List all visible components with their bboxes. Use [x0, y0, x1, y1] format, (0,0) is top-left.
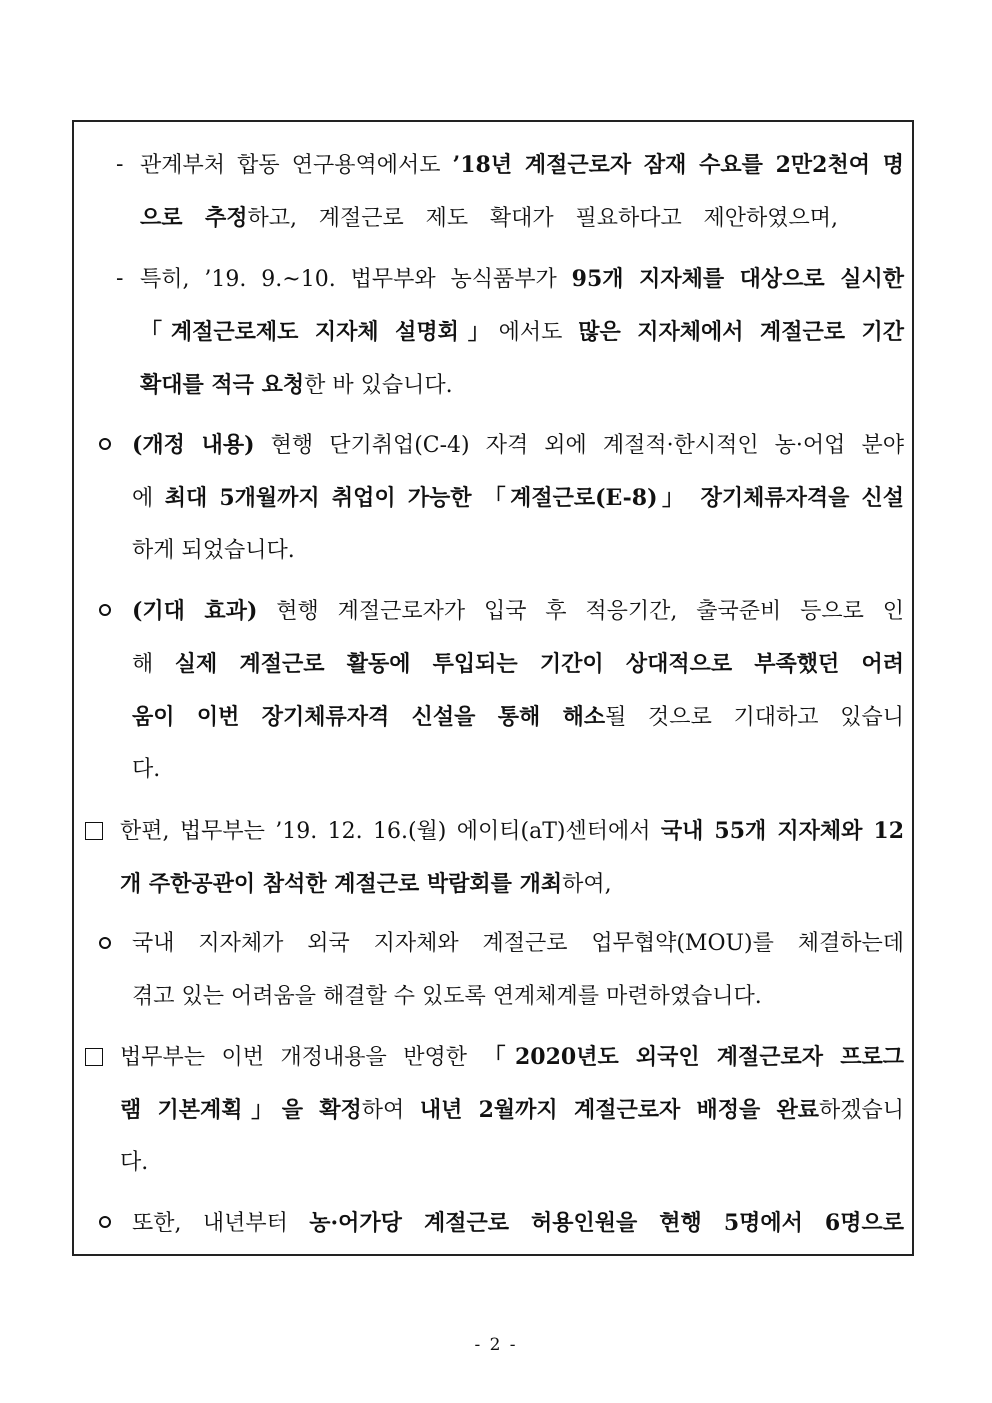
sub1-line1: 관계부처 합동 연구용역에서도 ’18년 계절근로자 잠재 수요를 2만2천여 명: [140, 152, 904, 178]
point3-line1: 국내 지자체가 외국 지자체와 계절근로 업무협약(MOU)를 체결하는데: [132, 931, 904, 956]
sub1-line2: 으로 추정하고, 계절근로 제도 확대가 필요하다고 제안하였으며,: [140, 205, 839, 231]
point1-line1: (개정 내용) 현행 단기취업(C-4) 자격 외에 계절적·한시적인 농·어업 분야: [132, 432, 904, 458]
section2-line2: 램 기본계획」을 확정하여 내년 2월까지 계절근로자 배정을 완료하겠습니: [120, 1097, 905, 1123]
point3-line2: 겪고 있는 어려움을 해결할 수 있도록 연계체계를 마련하였습니다.: [132, 984, 762, 1009]
circle-bullet-icon: [99, 604, 111, 616]
circle-bullet-icon: [99, 937, 111, 949]
dash-marker: -: [116, 266, 124, 291]
point2-line2: 해 실제 계절근로 활동에 투입되는 기간이 상대적으로 부족했던 어려: [132, 651, 905, 677]
section1-line2: 개 주한공관이 참석한 계절근로 박람회를 개최하여,: [120, 871, 612, 897]
dash-marker: -: [116, 152, 124, 177]
section2-line3: 다.: [120, 1150, 149, 1175]
sub2-line1: 특히, ’19. 9.~10. 법무부와 농식품부가 95개 지자체를 대상으로 실시한: [140, 266, 904, 292]
sub2-line2: 「계절근로제도 지자체 설명회」에서도 많은 지자체에서 계절근로 기간: [140, 319, 905, 345]
point2-line3: 움이 이번 장기체류자격 신설을 통해 해소될 것으로 기대하고 있습니: [132, 704, 904, 730]
point1-line3: 하게 되었습니다.: [132, 538, 295, 563]
point4-line1: 또한, 내년부터 농·어가당 계절근로 허용인원을 현행 5명에서 6명으로: [132, 1210, 904, 1236]
sub2-line3: 확대를 적극 요청한 바 있습니다.: [140, 372, 453, 398]
page-number: - 2 -: [474, 1335, 518, 1355]
circle-bullet-icon: [99, 438, 111, 450]
square-bullet-icon: [85, 822, 103, 840]
circle-bullet-icon: [99, 1216, 111, 1228]
point2-line1: (기대 효과) 현행 계절근로자가 입국 후 적응기간, 출국준비 등으로 인: [132, 598, 904, 624]
square-bullet-icon: [85, 1048, 103, 1066]
point1-line2: 에 최대 5개월까지 취업이 가능한 「계절근로(E-8)」 장기체류자격을 신설: [132, 485, 905, 511]
section1-line1: 한편, 법무부는 ’19. 12. 16.(월) 에이티(aT)센터에서 국내 55개 지자체와 12: [120, 818, 904, 844]
section2-line1: 법무부는 이번 개정내용을 반영한 「2020년도 외국인 계절근로자 프로그: [120, 1044, 904, 1070]
point2-line4: 다.: [132, 757, 161, 782]
